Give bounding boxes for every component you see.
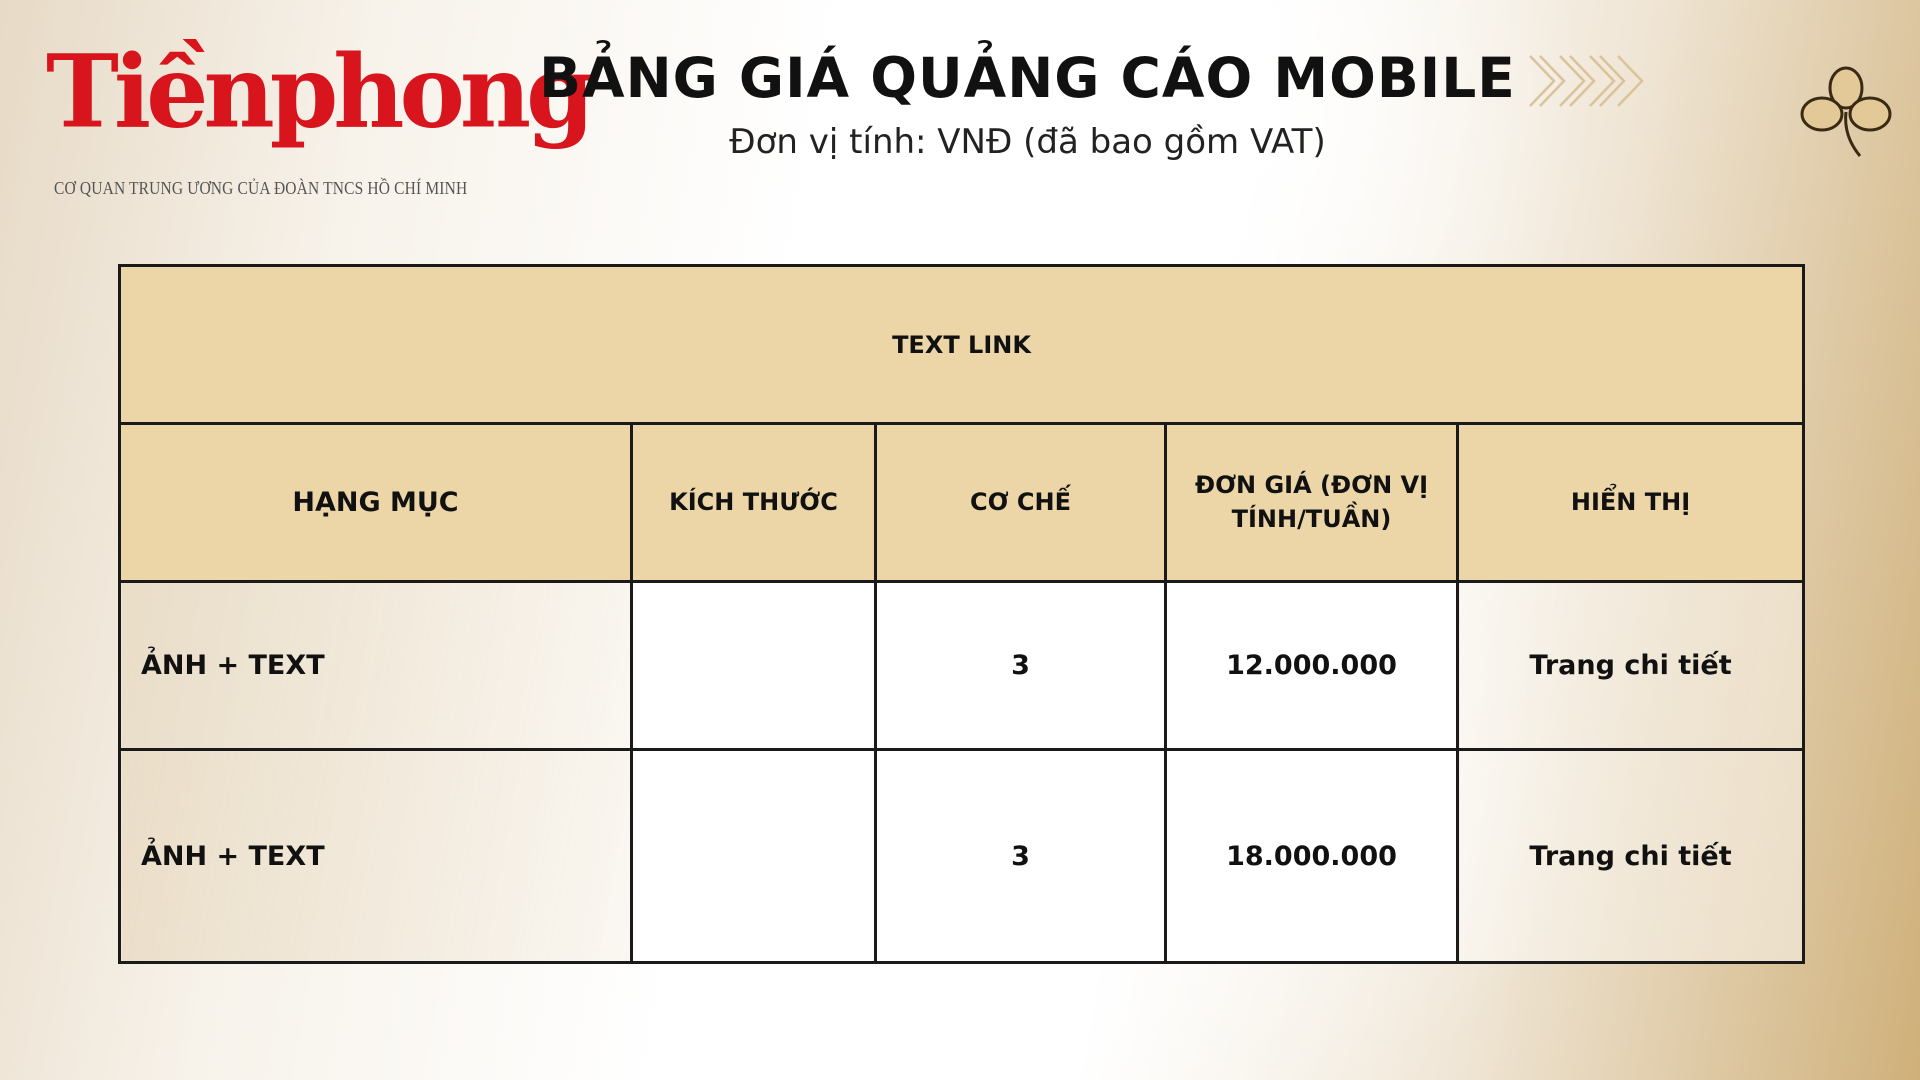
column-header: ĐƠN GIÁ (ĐƠN VỊ TÍNH/TUẦN)	[1166, 424, 1458, 582]
price-table	[118, 264, 1805, 964]
cell-price: 18.000.000	[1166, 750, 1458, 963]
clover-icon	[1798, 64, 1894, 160]
cell-size	[632, 582, 876, 750]
table-row	[120, 750, 1804, 963]
cell-price: 12.000.000	[1166, 582, 1458, 750]
section-row	[120, 266, 1804, 424]
page-title: BẢNG GIÁ QUẢNG CÁO MOBILE	[539, 46, 1516, 110]
cell-size	[632, 750, 876, 963]
cell-item: ẢNH + TEXT	[120, 750, 632, 963]
column-header: KÍCH THƯỚC	[632, 424, 876, 582]
logo-tagline: CƠ QUAN TRUNG ƯƠNG CỦA ĐOÀN TNCS HỒ CHÍ MINH	[54, 178, 468, 198]
chevrons-right-icon	[1528, 52, 1644, 110]
cell-mechanism: 3	[876, 582, 1166, 750]
column-header: HIỂN THỊ	[1458, 424, 1804, 582]
logo-wordmark: Tiềnphong	[46, 33, 590, 152]
cell-display: Trang chi tiết	[1458, 582, 1804, 750]
page-subtitle: Đơn vị tính: VNĐ (đã bao gồm VAT)	[729, 122, 1326, 162]
column-header: CƠ CHẾ	[876, 424, 1166, 582]
cell-mechanism: 3	[876, 750, 1166, 963]
section-title: TEXT LINK	[120, 266, 1804, 424]
table-row	[120, 582, 1804, 750]
header-row	[120, 424, 1804, 582]
brand-logo	[46, 33, 590, 214]
column-header: HẠNG MỤC	[120, 424, 632, 582]
cell-display: Trang chi tiết	[1458, 750, 1804, 963]
cell-item: ẢNH + TEXT	[120, 582, 632, 750]
